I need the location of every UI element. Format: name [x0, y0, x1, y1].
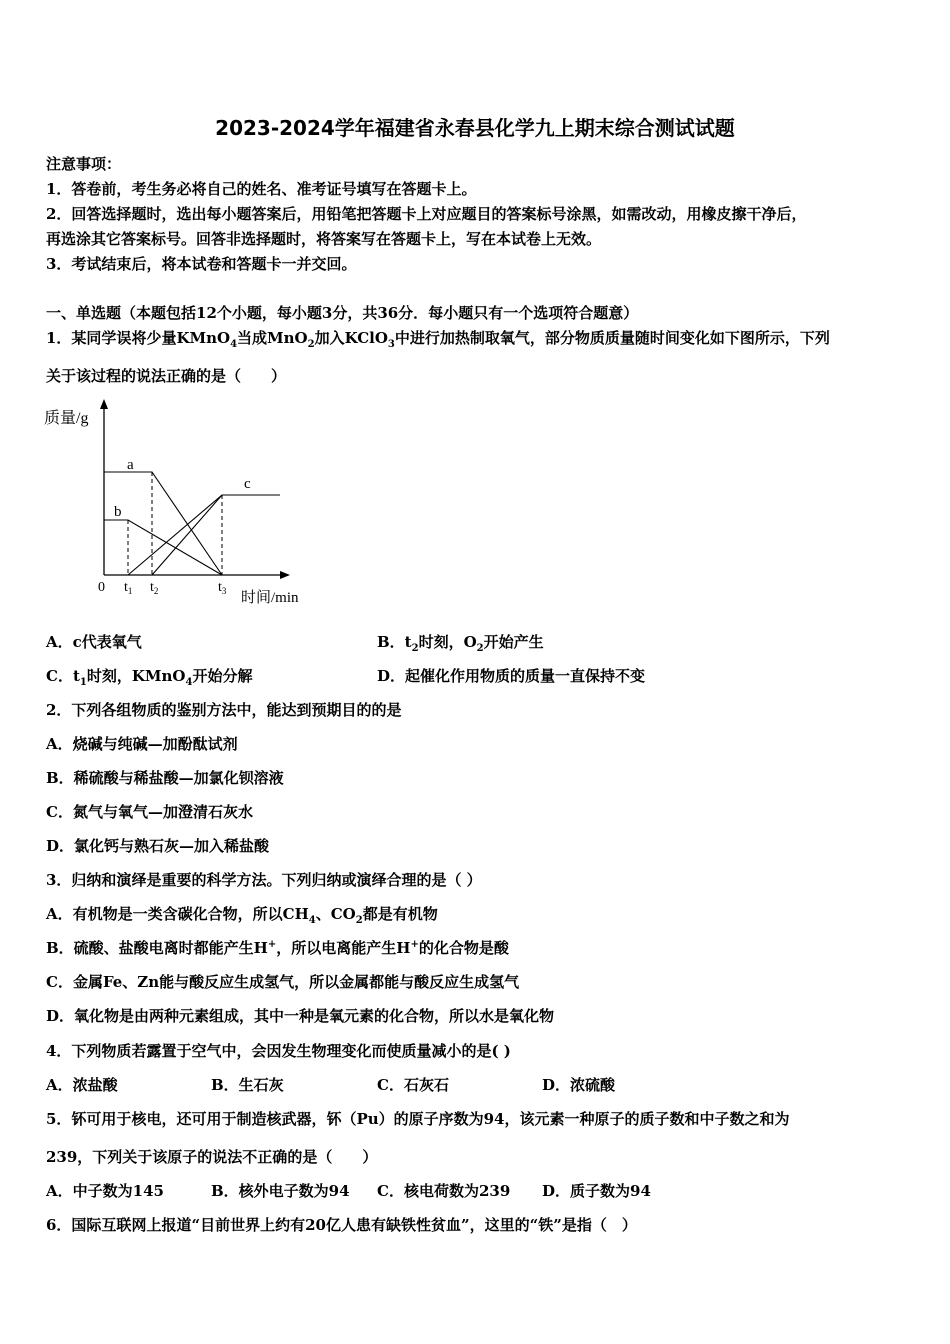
q5-option-d: D．质子数为94 [542, 1182, 651, 1200]
x-axis-label: 时间/min [241, 590, 299, 606]
section-heading: 一、单选题（本题包括12个小题，每小题3分，共36分．每小题只有一个选项符合题意） [46, 304, 639, 322]
label-c: c [244, 476, 251, 492]
q3-option-b: B．硫酸、盐酸电离时都能产生H+，所以电离能产生H+的化合物是酸 [46, 939, 509, 957]
curve-rising [152, 495, 222, 575]
page-title: 2023-2024学年福建省永春县化学九上期末综合测试试题 [215, 116, 735, 140]
curve-b [104, 520, 222, 575]
label-t1: $t_1$ [124, 580, 133, 596]
question-1-stem: 1．某同学误将少量KMnO$_4$当成MnO$_2$加入KClO$_3$中进行加热制取氧气，部分物质质量随时间变化如下图所示，下列 [46, 329, 830, 350]
q4-option-a: A．浓盐酸 [46, 1076, 118, 1094]
label-a: a [127, 457, 134, 473]
q5-option-b: B．核外电子数为94 [211, 1182, 350, 1200]
curve-c [128, 495, 280, 575]
y-axis-label: 质量/g [44, 410, 89, 427]
q1-option-b: B．$t_2$时刻，$O_2$开始产生 [377, 633, 544, 654]
question-1-stem-cont: 关于该过程的说法正确的是（ ） [46, 367, 287, 385]
q1-option-c: C．$t_1$时刻，KMnO$_4$开始分解 [46, 667, 253, 688]
label-b: b [114, 504, 122, 520]
notice-item: 1．答卷前，考生务必将自己的姓名、准考证号填写在答题卡上。 [46, 180, 477, 198]
q1-option-a: A．c代表氧气 [46, 633, 142, 651]
question-6-stem: 6．国际互联网上报道“目前世界上约有20亿人患有缺铁性贫血”，这里的“铁”是指（ ） [46, 1216, 637, 1234]
question-4-stem: 4．下列物质若露置于空气中，会因发生物理变化而使质量减小的是( ) [46, 1042, 511, 1060]
q1-option-d: D．起催化作用物质的质量一直保持不变 [377, 667, 646, 685]
question-2-stem: 2．下列各组物质的鉴别方法中，能达到预期目的的是 [46, 701, 402, 719]
question-3-stem: 3．归纳和演绎是重要的科学方法。下列归纳或演绎合理的是（ ） [46, 871, 482, 889]
q5-option-a: A．中子数为145 [46, 1182, 164, 1200]
y-axis-arrow [100, 399, 108, 409]
notice-item: 再选涂其它答案标号。回答非选择题时，将答案写在答题卡上，写在本试卷上无效。 [46, 230, 602, 248]
question-5-stem-cont: 239，下列关于该原子的说法不正确的是（ ） [46, 1148, 378, 1166]
label-t3: $t_3$ [218, 580, 227, 596]
q3-option-a: A．有机物是一类含碳化合物，所以$CH_4$、$CO_2$都是有机物 [46, 905, 438, 926]
q2-option-c: C．氮气与氧气—加澄清石灰水 [46, 803, 253, 821]
mass-time-graph [40, 395, 330, 610]
notice-heading: 注意事项： [46, 155, 122, 173]
q4-option-d: D．浓硫酸 [542, 1076, 616, 1094]
label-t2: $t_2$ [150, 580, 159, 596]
curve-a [104, 472, 222, 575]
q4-option-b: B．生石灰 [211, 1076, 284, 1094]
question-5-stem: 5．钚可用于核电，还可用于制造核武器，钚（Pu）的原子序数为94，该元素一种原子的质子数和中子数之和为 [46, 1110, 790, 1128]
q3-option-c: C．金属Fe、Zn能与酸反应生成氢气，所以金属都能与酸反应生成氢气 [46, 973, 520, 991]
q3-option-d: D．氧化物是由两种元素组成，其中一种是氧元素的化合物，所以水是氧化物 [46, 1007, 555, 1025]
q2-option-a: A．烧碱与纯碱—加酚酞试剂 [46, 735, 238, 753]
x-axis-arrow [280, 571, 290, 579]
q5-option-c: C．核电荷数为239 [377, 1182, 511, 1200]
q2-option-b: B．稀硫酸与稀盐酸—加氯化钡溶液 [46, 769, 284, 787]
label-origin: 0 [98, 580, 105, 595]
q4-option-c: C．石灰石 [377, 1076, 449, 1094]
q2-option-d: D．氯化钙与熟石灰—加入稀盐酸 [46, 837, 270, 855]
notice-item: 3．考试结束后，将本试卷和答题卡一并交回。 [46, 255, 357, 273]
notice-item: 2．回答选择题时，选出每小题答案后，用铅笔把答题卡上对应题目的答案标号涂黑，如需改动，用橡皮擦干净后， [46, 205, 807, 223]
